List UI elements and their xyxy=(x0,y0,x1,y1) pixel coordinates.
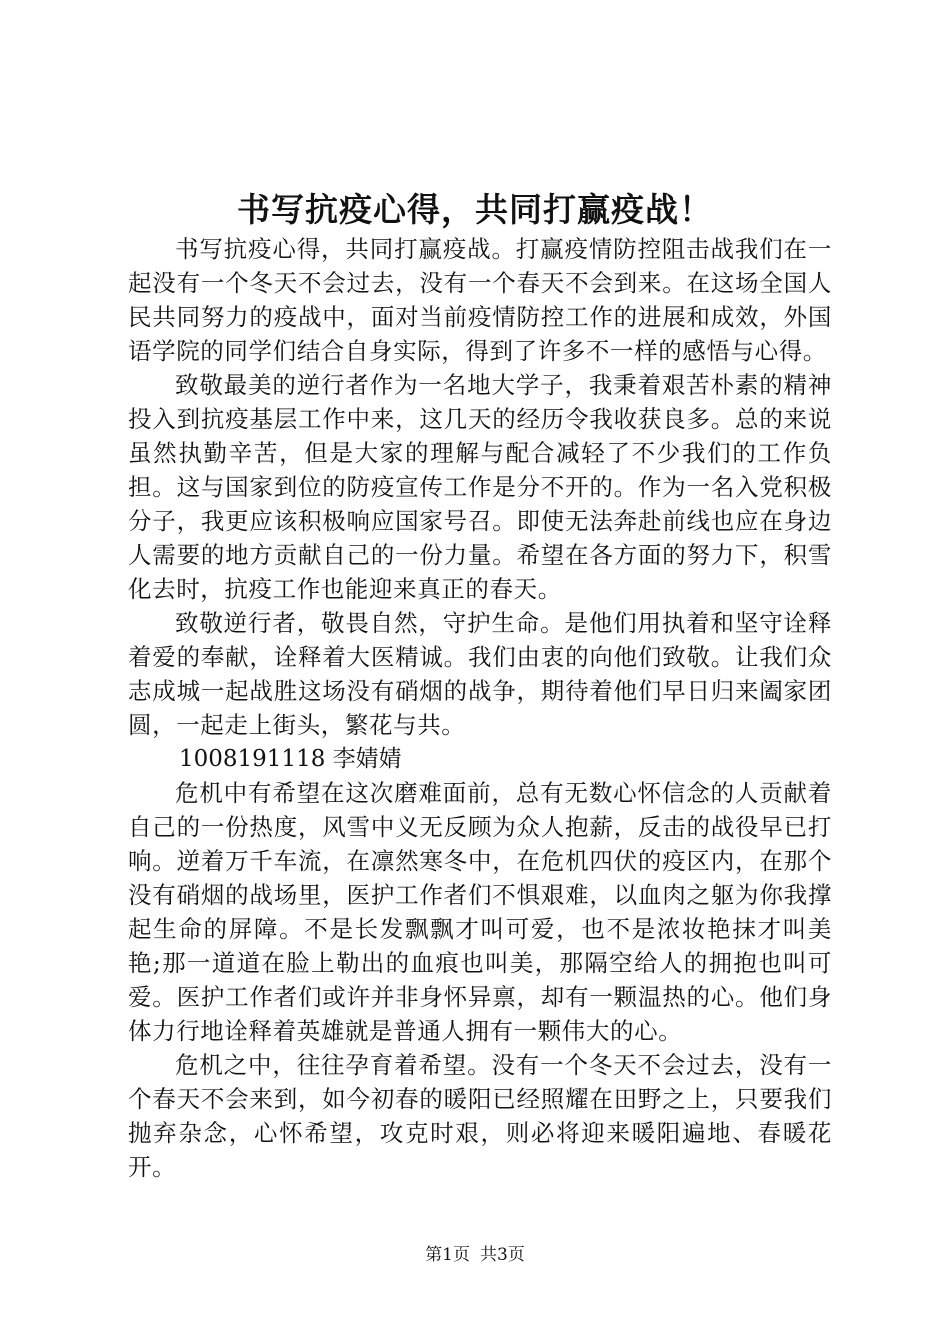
page-footer xyxy=(0,1243,950,1267)
author-signature: 1008191118 李婧婧 xyxy=(179,746,402,772)
page-number: 第1页 xyxy=(425,1245,470,1265)
paragraph: 致敬最美的逆行者作为一名地大学子，我秉着艰苦朴素的精神投入到抗疫基层工作中来，这几天的经历令我收获良多。总的来说虽然执勤辛苦，但是大家的理解与配合减轻了不少我们的工作负担。这与国家到位的防疫宣传工作是分不开的。作为一名入党积极分子，我更应该积极响应国家号召。即使无法奔赴前线也应在身边人需要的地方贡献自己的一份力量。希望在各方面的努力下，积雪化去时，抗疫工作也能迎来真正的春天。 xyxy=(128,371,832,603)
document-body xyxy=(128,232,832,1184)
paragraph: 致敬逆行者，敬畏自然，守护生命。是他们用执着和坚守诠释着爱的奉献，诠释着大医精诚。我们由衷的向他们致敬。让我们众志成城一起战胜这场没有硝烟的战争，期待着他们早日归来阖家团圆，一起走上街头，繁花与共。 xyxy=(128,609,832,739)
page-total: 共3页 xyxy=(480,1245,525,1265)
document-title: 书写抗疫心得，共同打赢疫战！ xyxy=(237,190,713,229)
paragraph: 危机中有希望在这次磨难面前，总有无数心怀信念的人贡献着自己的一份热度，风雪中义无反顾为众人抱薪，反击的战役早已打响。逆着万千车流，在凛然寒冬中，在危机四伏的疫区内，在那个没有硝烟的战场里，医护工作者们不惧艰难，以血肉之躯为你我撑起生命的屏障。不是长发飘飘才叫可爱，也不是浓妆艳抹才叫美艳;那一道道在脸上勒出的血痕也叫美，那隔空给人的拥抱也叫可爱。医护工作者们或许并非身怀异禀，却有一颗温热的心。他们身体力行地诠释着英雄就是普通人拥有一颗伟大的心。 xyxy=(128,779,832,1045)
paragraph: 书写抗疫心得，共同打赢疫战。打赢疫情防控阻击战我们在一起没有一个冬天不会过去，没有一个春天不会到来。在这场全国人民共同努力的疫战中，面对当前疫情防控工作的进展和成效，外国语学院的同学们结合自身实际，得到了许多不一样的感悟与心得。 xyxy=(128,235,832,365)
paragraph: 危机之中，往往孕育着希望。没有一个冬天不会过去，没有一个春天不会来到，如今初春的暖阳已经照耀在田野之上，只要我们抛弃杂念，心怀希望，攻克时艰，则必将迎来暖阳遍地、春暖花开。 xyxy=(128,1051,832,1181)
